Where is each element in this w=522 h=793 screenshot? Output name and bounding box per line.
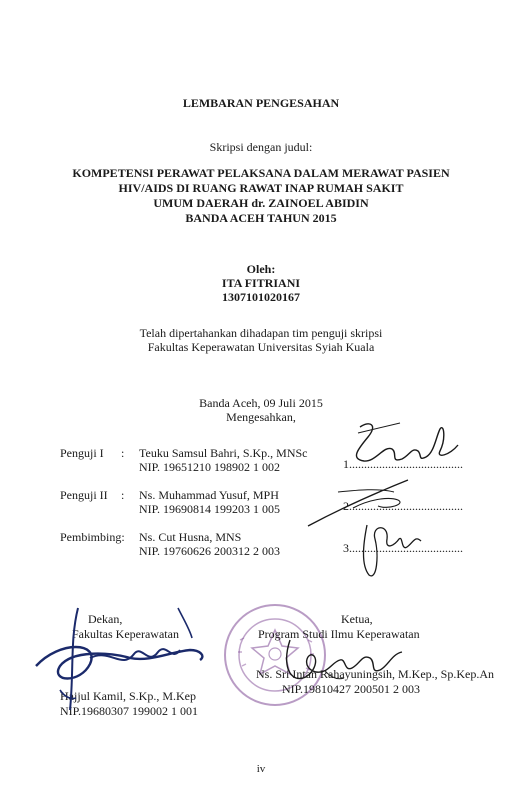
examiner-role: Penguji I xyxy=(60,446,104,460)
defense-line: Telah dipertahankan dihadapan tim penguji skripsi xyxy=(139,326,383,340)
page-number: iv xyxy=(256,763,266,775)
examiner-nip: NIP. 19690814 199203 1 005 xyxy=(139,502,281,516)
signature-line: 2...................................... xyxy=(343,499,463,513)
signature-head xyxy=(270,628,420,688)
dean-nip: NIP.19680307 199002 1 001 xyxy=(60,704,199,718)
examiner-name: Ns. Muhammad Yusuf, MPH xyxy=(139,488,279,502)
head-name: Ns. Sri Intan Rahayuningsih, M.Kep., Sp.Kep.An xyxy=(256,667,494,681)
thesis-title-line: KOMPETENSI PERAWAT PELAKSANA DALAM MERAWAT PASIEN xyxy=(72,166,450,180)
thesis-title-line: HIV/AIDS DI RUANG RAWAT INAP RUMAH SAKIT xyxy=(118,181,404,195)
signature-line: 3...................................... xyxy=(343,541,463,555)
examiner-name: Teuku Samsul Bahri, S.Kp., MNSc xyxy=(139,446,308,460)
head-unit: Program Studi Ilmu Keperawatan xyxy=(258,627,420,641)
examiner-nip: NIP. 19651210 198902 1 002 xyxy=(139,460,281,474)
dean-name: Hajjul Kamil, S.Kp., M.Kep xyxy=(60,689,196,703)
thesis-title-line: UMUM DAERAH dr. ZAINOEL ABIDIN xyxy=(153,196,369,210)
signature-line: 1...................................... xyxy=(343,457,463,471)
student-id: 1307101020167 xyxy=(222,290,300,304)
thesis-intro: Skripsi dengan judul: xyxy=(209,140,313,154)
examiner-nip: NIP. 19760626 200312 2 003 xyxy=(139,544,281,558)
thesis-title-line: BANDA ACEH TAHUN 2015 xyxy=(185,211,337,225)
signature-examiner-1 xyxy=(340,415,470,475)
dean-title: Dekan, xyxy=(88,612,123,626)
author-block xyxy=(0,262,522,304)
head-nip: NIP.19810427 200501 2 003 xyxy=(282,682,421,696)
examiner-colon: : xyxy=(121,488,125,502)
examiner-name: Ns. Cut Husna, MNS xyxy=(139,530,242,544)
dean-unit: Fakultas Keperawatan xyxy=(72,627,179,641)
examiner-colon: : xyxy=(121,446,125,460)
defense-statement xyxy=(0,326,522,354)
by-label: Oleh: xyxy=(246,262,276,276)
signature-supervisor xyxy=(355,515,435,585)
examiner-role: Penguji II xyxy=(60,488,108,502)
defense-line: Fakultas Keperawatan Universitas Syiah Kuala xyxy=(147,340,375,354)
author-name: ITA FITRIANI xyxy=(221,276,301,290)
signature-dean xyxy=(30,600,230,720)
place-date: Banda Aceh, 09 Juli 2015 xyxy=(199,396,323,410)
examiner-role: Pembimbing: xyxy=(60,530,125,544)
approval-statement: Mengesahkan, xyxy=(226,410,296,424)
page-title: LEMBARAN PENGESAHAN xyxy=(182,96,340,110)
head-title: Ketua, xyxy=(341,612,373,626)
thesis-title xyxy=(0,166,522,226)
